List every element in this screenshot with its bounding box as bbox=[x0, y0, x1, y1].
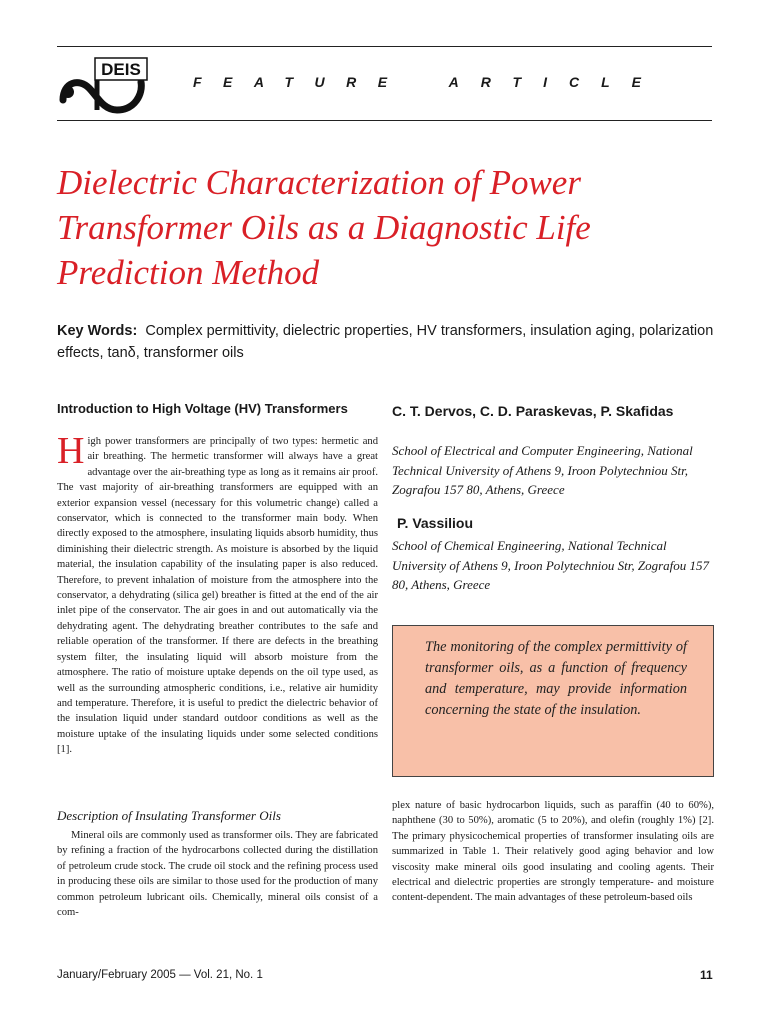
pull-quote-box bbox=[392, 625, 714, 777]
drop-cap: H bbox=[57, 430, 85, 472]
authors-group-2: P. Vassiliou bbox=[397, 515, 474, 531]
keywords bbox=[57, 320, 717, 364]
section-label bbox=[193, 74, 663, 90]
intro-text: igh power transformers are principally of two types: hermetic and air breathing. The hermetic transformer will always have a great advantage over the air-breathing type as long as it remains air proof. The vast majority of air-breathing transformers are equipped with an exterior expansion vessel (necessary for this volumetric change) called a conservator, which is connected to the transformer main body. When directly exposed to the atmosphere, insulating liquids absorb humidity, thus diminishing their dielectric strength. As moisture is absorbed by the liquid material, the insulation capability of the insulating paper is also reduced. Therefore, to prevent inhalation of moisture from the atmosphere into the conservator, a dehydrating (silica gel) breather is fitted at the end of the air inlet pipe of the conservator. The air goes in and out automatically via the dehydrating agent. The dehydrating breather contributes to the safe and reliable operation of the transformer. If there are defects in the breathing system filter, the insulating liquid will absorb moisture from the atmosphere. The ratio of moisture uptake depends on the oil type used, as well as the surrounding atmospheric conditions, i.e., relative air humidity and temperature. Therefore, it is useful to predict the dielectric behavior of the insulation liquid under standard outdoor conditions as well as the moisture uptake of the insulating liquids under some selected conditions [1]. bbox=[57, 436, 378, 756]
page-number: 11 bbox=[700, 968, 713, 982]
keywords-text: Complex permittivity, dielectric properties, HV transformers, insulation aging, polarization effects, tanδ, transformer oils bbox=[57, 323, 714, 361]
intro-heading: Introduction to High Voltage (HV) Transformers bbox=[57, 401, 348, 416]
pull-quote-text: The monitoring of the complex permittivity of transformer oils, as a function of frequency and temperature, may provide information concerning the state of the insulation. bbox=[425, 639, 687, 718]
header-rule bbox=[57, 120, 712, 121]
authors-group-1: C. T. Dervos, C. D. Paraskevas, P. Skafidas bbox=[392, 403, 674, 419]
article-title: Dielectric Characterization of Power Transformer Oils as a Diagnostic Life Prediction Method bbox=[57, 163, 591, 292]
description-paragraph: Mineral oils are commonly used as transformer oils. They are fabricated by refining a fraction of the hydrocarbons collected during the distillation of petroleum crude stock. The crude oil stock and the refining process used in producing these oils are similar to those used for the production of many common petroleum lubricant oils. Chemically, mineral oils consist of a com- bbox=[57, 830, 378, 919]
section-word-article: ARTICLE bbox=[448, 74, 663, 90]
logo-text: DEIS bbox=[101, 60, 141, 79]
top-rule bbox=[57, 46, 712, 47]
issue-footer: January/February 2005 — Vol. 21, No. 1 bbox=[57, 969, 263, 981]
description-heading: Description of Insulating Transformer Oils bbox=[57, 808, 281, 823]
keywords-label: Key Words: bbox=[57, 323, 138, 339]
affiliation-2: School of Chemical Engineering, National Technical University of Athens 9, Iroon Polytechniou Str, Zografou 157 80, Athens, Greece bbox=[392, 538, 710, 592]
deis-logo bbox=[57, 52, 167, 120]
section-word-feature: FEATURE bbox=[193, 74, 409, 90]
affiliation-1: School of Electrical and Computer Engineering, National Technical University of Athens 9, Iroon Polytechniou Str, Zografou 157 80, Athens, Greece bbox=[392, 443, 693, 497]
intro-paragraph bbox=[57, 430, 378, 758]
right-column-paragraph: plex nature of basic hydrocarbon liquids, such as paraffin (40 to 60%), naphthene (30 to 50%), aromatic (5 to 20%), and olefin (roughly 1%) [2]. The primary physicochemical properties of transformer insulating oils are summarized in Table 1. Their relatively good aging behavior and low viscosity make mineral oils good insulating and cooling agents. Their electrical and dielectric properties are strongly temperature- and moisture content-dependent. The main advantages of these petroleum-based oils bbox=[392, 800, 714, 904]
